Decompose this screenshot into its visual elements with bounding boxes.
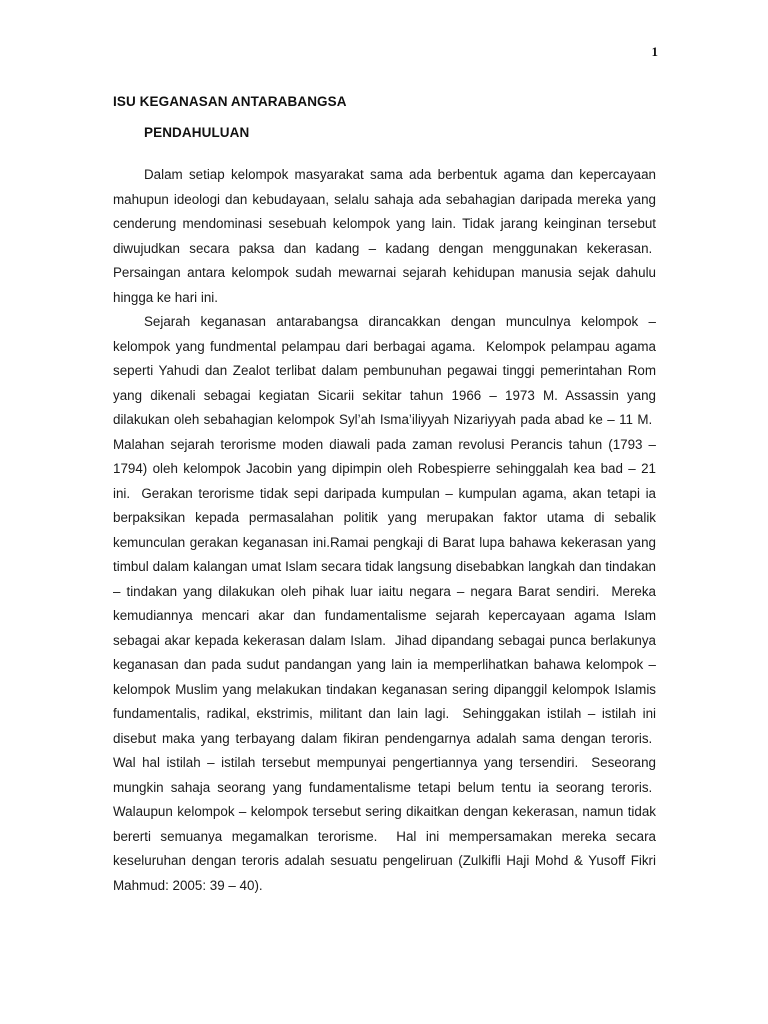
page-number: 1 bbox=[651, 44, 658, 59]
paragraph-2: Sejarah keganasan antarabangsa dirancakkan dengan munculnya kelompok – kelompok yang fundmental pelampau dari berbagai agama. Kelompok pelampau agama seperti Yahudi dan Zealot terlibat dalam pembunuhan pegawai tinggi pemerintahan Rom yang dikenali sebagai kegiatan Sicarii sekitar tahun 1966 – 1973 M. Assassin yang dilakukan oleh sebahagian kelompok Syl’ah Isma’iliyyah Nizariyyah pada abad ke – 11 M. Malahan sejarah terorisme moden diawali pada zaman revolusi Perancis tahun (1793 – 1794) oleh kelompok Jacobin yang dipimpin oleh Robespierre sehinggalah kea bad – 21 ini. Gerakan terorisme tidak sepi daripada kumpulan – kumpulan agama, akan tetapi ia berpaksikan kepada permasalahan politik yang merupakan faktor utama di sebalik kemunculan gerakan keganasan ini.Ramai pengkaji di Barat lupa bahawa kekerasan yang timbul dalam kalangan umat Islam secara tidak langsung disebabkan langkah dan tindakan – tindakan yang dilakukan oleh pihak luar iaitu negara – negara Barat sendiri. Mereka kemudiannya mencari akar dan fundamentalisme sejarah kepercayaan agama Islam sebagai akar kepada kekerasan dalam Islam. Jihad dipandang sebagai punca berlakunya keganasan dan pada sudut pandangan yang lain ia memperlihatkan bahawa kelompok – kelompok Muslim yang melakukan tindakan keganasan sering dipanggil kelompok Islamis fundamentalis, radikal, ekstrimis, militant dan lain lagi. Sehinggakan istilah – istilah ini disebut maka yang terbayang dalam fikiran pendengarnya adalah sama dengan teroris. Wal hal istilah – istilah tersebut mempunyai pengertiannya yang tersendiri. Seseorang mungkin sahaja seorang yang fundamentalisme tetapi belum tentu ia seorang teroris. Walaupun kelompok – kelompok tersebut sering dikaitkan dengan kekerasan, namun tidak bererti semuanya megamalkan terorisme. Hal ini mempersamakan mereka secara keseluruhan dengan teroris adalah sesuatu pengeliruan (Zulkifli Haji Mohd & Yusoff Fikri Mahmud: 2005: 39 – 40). bbox=[113, 314, 656, 893]
document-title: ISU KEGANASAN ANTARABANGSA bbox=[113, 94, 347, 109]
body-text bbox=[113, 163, 656, 898]
section-heading: PENDAHULUAN bbox=[144, 125, 250, 140]
paragraph-1: Dalam setiap kelompok masyarakat sama ada berbentuk agama dan kepercayaan mahupun ideologi dan kebudayaan, selalu sahaja ada sebahagian daripada mereka yang cenderung mendominasi sesebuah kelompok yang lain. Tidak jarang keinginan tersebut diwujudkan secara paksa dan kadang – kadang dengan menggunakan kekerasan. Persaingan antara kelompok sudah mewarnai sejarah kehidupan manusia sejak dahulu hingga ke hari ini. bbox=[113, 167, 656, 305]
